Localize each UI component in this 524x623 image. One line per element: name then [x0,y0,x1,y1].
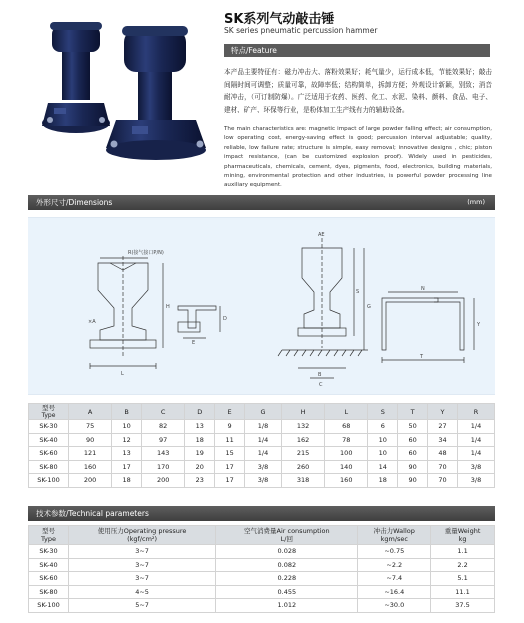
table-row [29,585,495,599]
header-en: kg [458,535,467,543]
front-view-drawing [90,256,163,369]
wallop-header [358,526,431,545]
technical-section-header [28,506,495,521]
table-row [29,545,495,559]
table-cell: 18 [112,474,142,488]
table-cell: 17 [215,474,245,488]
type-cell: SK-60 [29,447,69,461]
dim-label-c: C [319,382,323,388]
column-header: D [185,404,215,420]
dim-label-n: N [421,286,425,292]
weight-cell: 5.1 [431,572,495,586]
header-cn: 冲击力Wallop [373,527,415,535]
table-row [29,433,495,447]
wallop-cell: ~30.0 [358,599,431,613]
table-cell: 160 [325,474,368,488]
dim-label-t: T [420,354,424,360]
table-cell: 15 [215,447,245,461]
channel-bracket-drawing [382,292,474,363]
table-cell: 14 [368,460,398,474]
column-header: S [368,404,398,420]
table-cell: 6 [368,420,398,434]
feature-description-cn: 本产品主要特征有：磁力冲击大、落粉效果好；耗气量少，运行成本低，节能效果好；敲击间隔时间可调整；质量可靠，故障率低；结构简单，拆卸方便；外观设计新颖，别致；消音耐冲击，（可订制防爆）。广泛适用于农药、医药、化工、水泥、染料、颜料、食品、电子、建材、矿产、环保等行业，是粉体加工生产线有力的辅助设备。 [224,68,492,114]
table-row [29,474,495,488]
pressure-cell: 4~5 [69,585,216,599]
table-row [29,599,495,613]
type-cell: SK-30 [29,545,69,559]
wallop-cell: ~7.4 [358,572,431,586]
table-cell: 260 [281,460,324,474]
table-row [29,558,495,572]
type-cell: SK-60 [29,572,69,586]
dim-label-g: G [367,304,371,310]
table-cell: 1/8 [245,420,282,434]
type-cell: SK-80 [29,460,69,474]
table-cell: 18 [185,433,215,447]
header-cn: 型号 [42,527,55,535]
table-cell: 160 [69,460,112,474]
header-en: L/回 [280,535,293,543]
dimensions-section-title: 外形尺寸/Dimensions [36,198,113,207]
dim-label-e: E [192,340,196,346]
table-cell: 90 [69,433,112,447]
dim-label-s: S [356,289,360,295]
table-cell: 12 [112,433,142,447]
wallop-cell: ~2.2 [358,558,431,572]
table-cell: 17 [215,460,245,474]
table-cell: 3/8 [457,474,494,488]
pressure-cell: 3~7 [69,572,216,586]
table-cell: 34 [428,433,458,447]
small-hammer-image [42,22,110,133]
technical-drawing-svg [28,218,495,396]
table-cell: 13 [185,420,215,434]
table-cell: 48 [428,447,458,461]
type-header-cn: 型号 [42,404,55,412]
table-cell: 70 [428,474,458,488]
dim-label-b: B [318,372,322,378]
bracket-side-view-drawing [178,306,220,338]
table-cell: 10 [368,447,398,461]
dimensions-header-row [29,404,495,420]
weight-cell: 2.2 [431,558,495,572]
table-cell: 121 [69,447,112,461]
table-row [29,460,495,474]
table-cell: 3/8 [245,474,282,488]
column-header: E [215,404,245,420]
table-cell: 143 [142,447,185,461]
table-cell: 10 [368,433,398,447]
pressure-cell: 5~7 [69,599,216,613]
table-cell: 97 [142,433,185,447]
column-header: T [398,404,428,420]
table-row [29,420,495,434]
dimensions-unit: (mm) [467,198,485,206]
inlet-label: R(接气接口P/N) [128,250,164,256]
table-cell: 78 [325,433,368,447]
installed-view-drawing [278,238,368,378]
pressure-header [69,526,216,545]
dim-label-h: H [166,304,170,310]
column-header: L [325,404,368,420]
column-header: G [245,404,282,420]
table-row [29,572,495,586]
column-header: B [112,404,142,420]
table-cell: 10 [112,420,142,434]
table-cell: 140 [325,460,368,474]
wallop-cell: ~16.4 [358,585,431,599]
table-cell: 27 [428,420,458,434]
feature-section-header: 特点/Feature [224,44,490,57]
type-header [29,526,69,545]
table-cell: 17 [112,460,142,474]
table-cell: 1/4 [245,433,282,447]
header-en: (kgf/cm²) [127,535,158,543]
dimensions-table [28,403,495,488]
dim-label-y: Y [477,322,481,328]
table-cell: 75 [69,420,112,434]
table-cell: 132 [281,420,324,434]
table-cell: 200 [69,474,112,488]
dim-label-d: D [223,316,227,322]
weight-cell: 1.1 [431,545,495,559]
dim-label-xa: ×A [88,319,96,325]
air-cell: 0.028 [216,545,358,559]
technical-section-title: 技术参数/Technical parameters [36,509,149,518]
product-subtitle: SK series pneumatic percussion hammer [224,26,378,35]
weight-cell: 11.1 [431,585,495,599]
header-en: Type [41,535,56,543]
dim-label-l: L [121,371,124,377]
column-header: R [457,404,494,420]
table-cell: 60 [398,447,428,461]
table-cell: 13 [112,447,142,461]
air-cell: 0.228 [216,572,358,586]
header-en: kgm/sec [380,535,408,543]
technical-parameters-table [28,525,495,613]
table-cell: 3/8 [457,460,494,474]
technical-header-row [29,526,495,545]
type-cell: SK-80 [29,585,69,599]
dimension-drawing [28,217,495,395]
wallop-cell: ~0.75 [358,545,431,559]
column-header: Y [428,404,458,420]
table-cell: 20 [185,460,215,474]
table-cell: 50 [398,420,428,434]
air-consumption-header [216,526,358,545]
air-cell: 1.012 [216,599,358,613]
table-cell: 162 [281,433,324,447]
table-cell: 200 [142,474,185,488]
column-header: C [142,404,185,420]
header-cn: 重量Weight [444,527,481,535]
type-header-en: Type [41,412,56,419]
table-cell: 90 [398,460,428,474]
table-cell: 1/4 [245,447,282,461]
table-cell: 90 [398,474,428,488]
column-header: A [69,404,112,420]
table-cell: 68 [325,420,368,434]
header-cn: 空气消费量Air consumption [244,527,330,535]
table-cell: 70 [428,460,458,474]
air-cell: 0.082 [216,558,358,572]
table-cell: 318 [281,474,324,488]
table-row [29,447,495,461]
table-cell: 23 [185,474,215,488]
table-cell: 60 [398,433,428,447]
table-cell: 1/4 [457,447,494,461]
product-photo [40,8,215,163]
weight-header [431,526,495,545]
pressure-cell: 3~7 [69,558,216,572]
large-hammer-image [106,26,206,160]
table-cell: 215 [281,447,324,461]
table-cell: 19 [185,447,215,461]
table-cell: 82 [142,420,185,434]
table-cell: 1/4 [457,420,494,434]
air-cell: 0.455 [216,585,358,599]
table-cell: 3/8 [245,460,282,474]
type-cell: SK-40 [29,558,69,572]
table-cell: 9 [215,420,245,434]
type-header [29,404,69,420]
pressure-cell: 3~7 [69,545,216,559]
column-header: H [281,404,324,420]
table-cell: 1/4 [457,433,494,447]
table-cell: 11 [215,433,245,447]
product-title: SK系列气动敲击锤 [224,12,335,27]
dimensions-section-header [28,195,495,210]
table-cell: 18 [368,474,398,488]
type-cell: SK-30 [29,420,69,434]
type-cell: SK-40 [29,433,69,447]
header-cn: 使用压力Operating pressure [97,527,187,535]
table-cell: 170 [142,460,185,474]
feature-description-en: The main characteristics are: magnetic impact of large powder falling effect; air consumption, low operating cost, energy-saving effect is good; percussion interval adjustable; quality, reliable, low failure rate; structure is simple, easy removal; innovative designs , chic; piston impact resistance, (can be customized explosion proof). Widely used in pesticides, pharmaceuticals, chemicals, cement, dyes, pigments, food, electronics, building materials, mining, environmental protection and other industries, is powerful powder processing line auxiliary equipment. [224,126,492,189]
dim-label-ae: AE [318,232,325,238]
table-cell: 100 [325,447,368,461]
weight-cell: 37.5 [431,599,495,613]
type-cell: SK-100 [29,474,69,488]
type-cell: SK-100 [29,599,69,613]
